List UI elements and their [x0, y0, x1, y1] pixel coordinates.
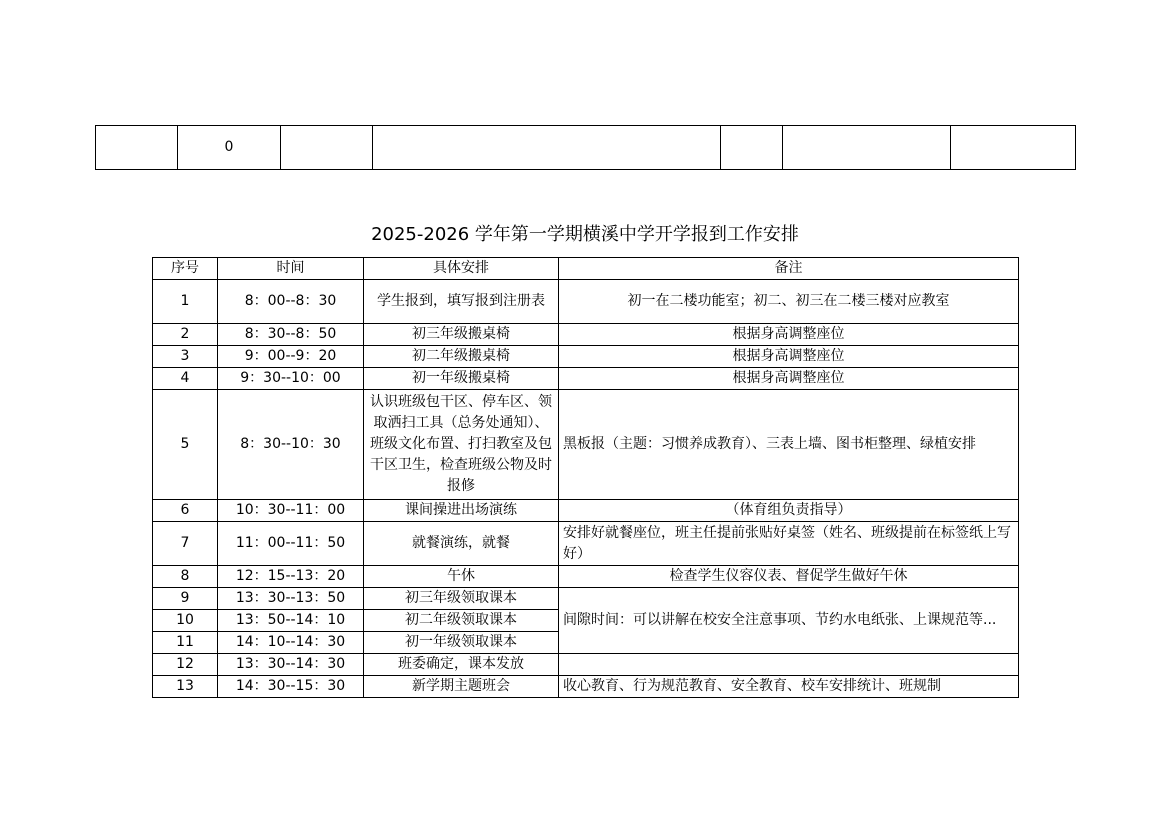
cell-remark: 收心教育、行为规范教育、安全教育、校车安排统计、班规制	[559, 676, 1019, 698]
table-row	[153, 346, 1019, 368]
cell-time: 9：30--10：00	[218, 368, 364, 390]
cell-time: 8：00--8：30	[218, 280, 364, 324]
cell-arrangement: 新学期主题班会	[364, 676, 559, 698]
cell-no: 6	[153, 500, 218, 522]
cell-time: 12：15--13：20	[218, 566, 364, 588]
cell-no: 10	[153, 610, 218, 632]
cell-remark: 根据身高调整座位	[559, 368, 1019, 390]
cell-no: 3	[153, 346, 218, 368]
cell-arrangement: 初二年级搬桌椅	[364, 346, 559, 368]
header-remark: 备注	[559, 258, 1019, 280]
top-table	[95, 125, 1076, 170]
header-arrangement: 具体安排	[364, 258, 559, 280]
cell-arrangement: 就餐演练，就餐	[364, 522, 559, 566]
cell-no: 2	[153, 324, 218, 346]
table-row	[153, 522, 1019, 566]
cell-no: 11	[153, 632, 218, 654]
cell-remark: 根据身高调整座位	[559, 346, 1019, 368]
cell-remark: 黑板报（主题：习惯养成教育）、三表上墙、图书柜整理、绿植安排	[559, 390, 1019, 500]
schedule-table	[152, 257, 1019, 698]
cell-arrangement: 课间操进出场演练	[364, 500, 559, 522]
cell-no: 4	[153, 368, 218, 390]
table-row	[153, 566, 1019, 588]
cell-no: 5	[153, 390, 218, 500]
table-cell	[721, 126, 783, 170]
cell-remark: 初一在二楼功能室；初二、初三在二楼三楼对应教室	[559, 280, 1019, 324]
cell-no: 7	[153, 522, 218, 566]
table-row	[153, 676, 1019, 698]
cell-no: 8	[153, 566, 218, 588]
table-row	[153, 390, 1019, 500]
cell-remark: 根据身高调整座位	[559, 324, 1019, 346]
cell-remark: 安排好就餐座位，班主任提前张贴好桌签（姓名、班级提前在标签纸上写好）	[559, 522, 1019, 566]
cell-time: 13：50--14：10	[218, 610, 364, 632]
table-cell: 0	[178, 126, 281, 170]
cell-time: 8：30--8：50	[218, 324, 364, 346]
cell-arrangement: 初一年级搬桌椅	[364, 368, 559, 390]
table-row	[153, 500, 1019, 522]
cell-arrangement: 初一年级领取课本	[364, 632, 559, 654]
cell-time: 9：00--9：20	[218, 346, 364, 368]
cell-time: 13：30--13：50	[218, 588, 364, 610]
cell-time: 8：30--10：30	[218, 390, 364, 500]
cell-arrangement: 初三年级搬桌椅	[364, 324, 559, 346]
cell-remark: （体育组负责指导）	[559, 500, 1019, 522]
table-cell	[373, 126, 721, 170]
cell-no: 1	[153, 280, 218, 324]
cell-arrangement: 认识班级包干区、停车区、领取洒扫工具（总务处通知）、班级文化布置、打扫教室及包干区卫生，检查班级公物及时报修	[364, 390, 559, 500]
cell-time: 11：00--11：50	[218, 522, 364, 566]
cell-arrangement: 班委确定，课本发放	[364, 654, 559, 676]
header-no: 序号	[153, 258, 218, 280]
table-row	[153, 280, 1019, 324]
cell-time: 10：30--11：00	[218, 500, 364, 522]
cell-no: 13	[153, 676, 218, 698]
document-title: 2025-2026 学年第一学期横溪中学开学报到工作安排	[371, 224, 799, 245]
cell-remark: 检查学生仪容仪表、督促学生做好午休	[559, 566, 1019, 588]
table-cell	[96, 126, 178, 170]
cell-arrangement: 初三年级领取课本	[364, 588, 559, 610]
header-row	[153, 258, 1019, 280]
cell-arrangement: 学生报到，填写报到注册表	[364, 280, 559, 324]
cell-time: 14：30--15：30	[218, 676, 364, 698]
cell-time: 14：10--14：30	[218, 632, 364, 654]
table-cell	[783, 126, 951, 170]
table-row	[153, 588, 1019, 610]
cell-time: 13：30--14：30	[218, 654, 364, 676]
table-cell	[281, 126, 373, 170]
cell-remark	[559, 654, 1019, 676]
cell-no: 12	[153, 654, 218, 676]
table-row	[153, 324, 1019, 346]
cell-no: 9	[153, 588, 218, 610]
table-row	[96, 126, 1076, 170]
header-time: 时间	[218, 258, 364, 280]
cell-remark: 间隙时间：可以讲解在校安全注意事项、节约水电纸张、上课规范等...	[559, 588, 1019, 654]
cell-arrangement: 初二年级领取课本	[364, 610, 559, 632]
cell-arrangement: 午休	[364, 566, 559, 588]
table-row	[153, 654, 1019, 676]
table-row	[153, 368, 1019, 390]
table-cell	[951, 126, 1076, 170]
